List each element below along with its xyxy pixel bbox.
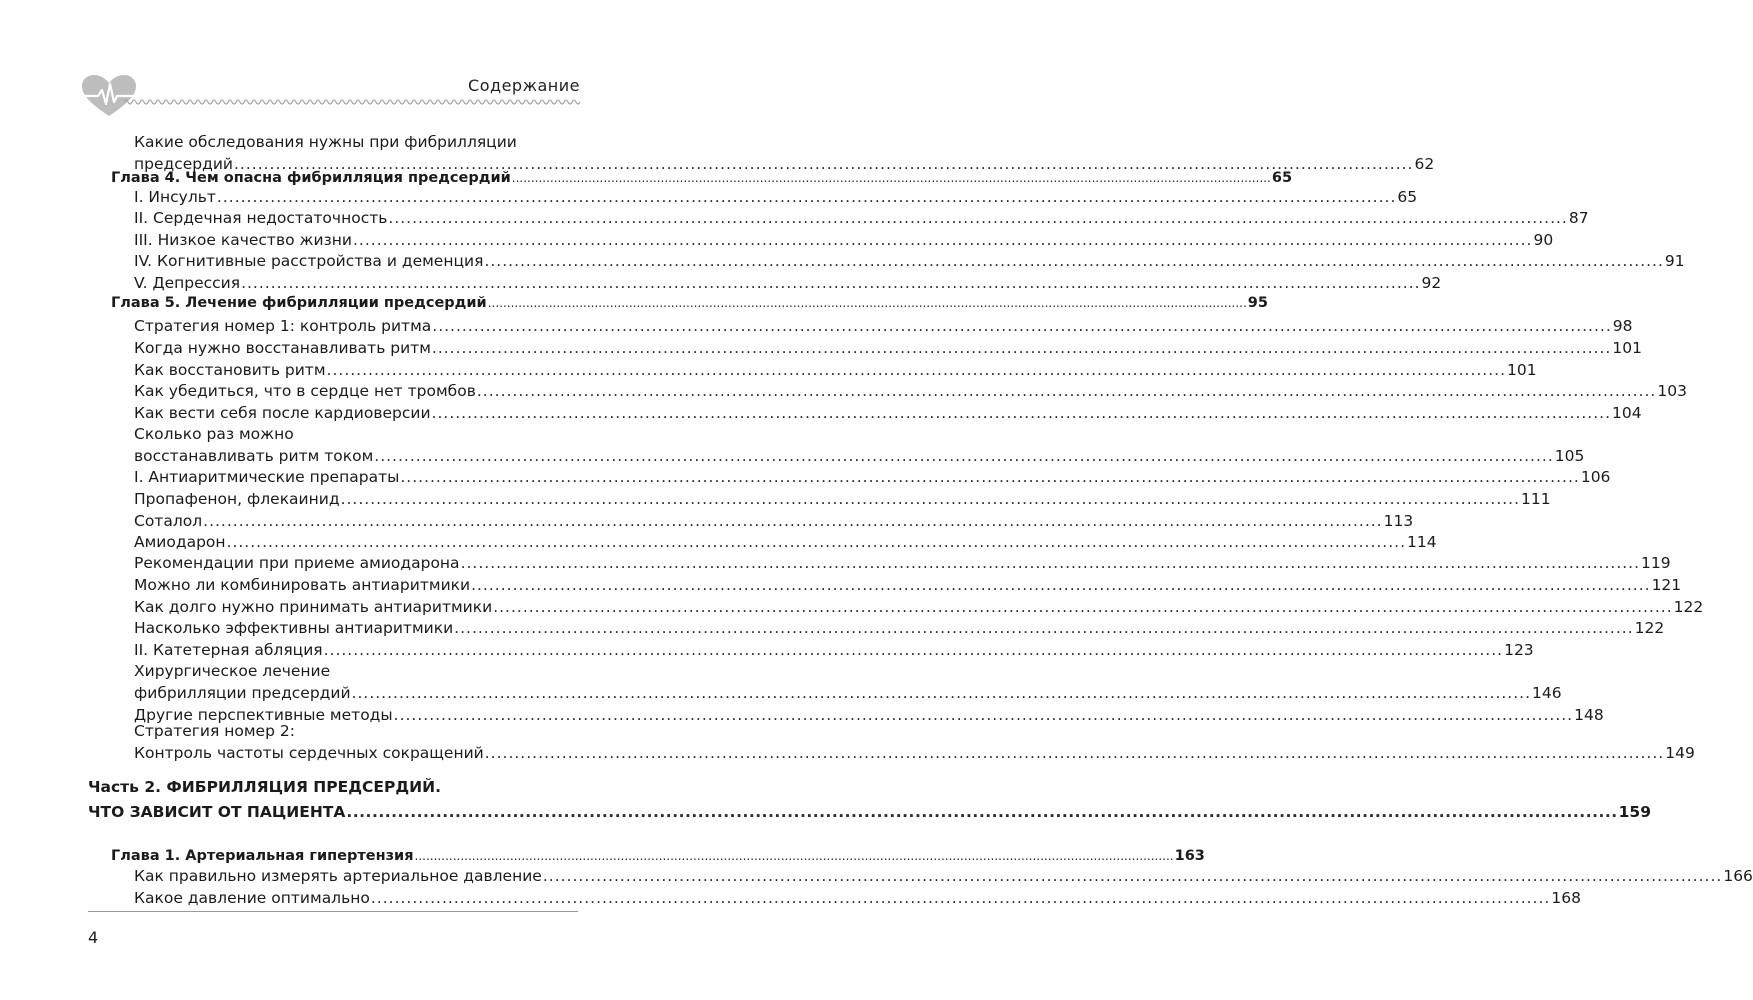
toc-entry-page-number: 65 — [1397, 188, 1418, 206]
toc-entry[interactable] — [134, 532, 1437, 552]
toc-entry-page-number: 159 — [1618, 803, 1651, 821]
toc-entry[interactable] — [134, 553, 1671, 573]
dot-leader: ....................................................................................................................................................................................................... — [241, 274, 1421, 292]
toc-entry[interactable] — [134, 381, 1687, 401]
toc-entry[interactable] — [134, 360, 1537, 380]
toc-entry[interactable] — [134, 467, 1611, 487]
wavy-header-rule — [124, 96, 580, 108]
toc-entry[interactable] — [134, 662, 1562, 703]
toc-entry-title: Другие перспективные методы — [134, 706, 393, 724]
toc-entry-page-number: 122 — [1673, 598, 1704, 616]
toc-entry-title: Амиодарон — [134, 533, 226, 551]
dot-leader: ....................................................................................................................................................................................................... — [400, 468, 1580, 486]
dot-leader: ....................................................................................................................................................................................................... — [203, 512, 1383, 530]
toc-entry-page-number: 148 — [1574, 706, 1604, 724]
toc-entry-title: Когда нужно восстанавливать ритм — [134, 339, 431, 357]
toc-entry-page-number: 95 — [1247, 295, 1268, 311]
toc-entry[interactable] — [111, 846, 1205, 866]
toc-entry-page-number: 98 — [1612, 317, 1633, 335]
toc-entry[interactable] — [134, 403, 1642, 423]
dot-leader: ....................................................................................................................................................................................................... — [493, 598, 1673, 616]
toc-entry[interactable] — [134, 489, 1551, 509]
toc-entry-title: предсердий — [134, 155, 233, 173]
dot-leader: ....................................................................................................................................................................................................... — [234, 155, 1414, 173]
toc-entry-first-line: Сколько раз можно — [134, 425, 294, 443]
toc-entry-title: I. Инсульт — [134, 188, 216, 206]
toc-entry-title: Стратегия номер 1: контроль ритма — [134, 317, 432, 335]
dot-leader: ....................................................................................................................................................................................................... — [511, 171, 1271, 185]
toc-entry[interactable] — [134, 425, 1585, 466]
toc-entry[interactable] — [134, 618, 1665, 638]
toc-entry-title: IV. Когнитивные расстройства и деменция — [134, 252, 484, 270]
dot-leader: ....................................................................................................................................................................................................... — [346, 803, 1618, 821]
toc-entry-title: Как вести себя после кардиоверсии — [134, 404, 431, 422]
toc-entry-title: Можно ли комбинировать антиаритмики — [134, 576, 471, 594]
toc-entry-page-number: 105 — [1554, 447, 1585, 465]
toc-entry[interactable] — [134, 888, 1581, 908]
toc-entry[interactable] — [134, 511, 1414, 531]
dot-leader: ....................................................................................................................................................................................................... — [374, 447, 1554, 465]
toc-entry[interactable] — [134, 230, 1554, 250]
toc-entry[interactable] — [134, 316, 1633, 336]
toc-entry-title: V. Депрессия — [134, 274, 241, 292]
footer-divider — [88, 911, 578, 912]
toc-entry-page-number: 92 — [1421, 274, 1442, 292]
toc-entry-first-line: Часть 2. ФИБРИЛЛЯЦИЯ ПРЕДСЕРДИЙ. — [88, 778, 441, 796]
toc-entry-page-number: 87 — [1568, 209, 1589, 227]
toc-entry-title: II. Сердечная недостаточность — [134, 209, 388, 227]
toc-entry-page-number: 104 — [1612, 404, 1642, 422]
dot-leader: ....................................................................................................................................................................................................... — [432, 317, 1612, 335]
dot-leader: ....................................................................................................................................................................................................... — [326, 361, 1507, 379]
toc-entry-title: Как убедиться, что в сердце нет тромбов — [134, 382, 476, 400]
toc-entry-page-number: 91 — [1664, 252, 1685, 270]
dot-leader: ....................................................................................................................................................................................................... — [351, 684, 1532, 702]
toc-entry-title: Насколько эффективны антиаритмики — [134, 619, 454, 637]
dot-leader: ....................................................................................................................................................................................................... — [414, 849, 1174, 863]
dot-leader: ....................................................................................................................................................................................................... — [431, 339, 1612, 357]
toc-entry[interactable] — [134, 251, 1685, 271]
dot-leader: ....................................................................................................................................................................................................... — [487, 296, 1247, 310]
dot-leader: ....................................................................................................................................................................................................... — [484, 744, 1665, 762]
toc-entry-page-number: 101 — [1507, 361, 1537, 379]
page-number: 4 — [88, 928, 99, 947]
toc-entry-title: ЧТО ЗАВИСИТ ОТ ПАЦИЕНТА — [88, 803, 346, 821]
toc-entry-page-number: 101 — [1612, 339, 1642, 357]
toc-entry[interactable] — [134, 273, 1442, 293]
toc-entry-title: Как правильно измерять артериальное давление — [134, 867, 542, 885]
toc-entry-title: I. Антиаритмические препараты — [134, 468, 400, 486]
toc-entry[interactable] — [88, 802, 1651, 822]
dot-leader: ....................................................................................................................................................................................................... — [216, 188, 1397, 206]
dot-leader: ....................................................................................................................................................................................................... — [352, 231, 1533, 249]
dot-leader: ....................................................................................................................................................................................................... — [484, 252, 1664, 270]
toc-entry-page-number: 114 — [1407, 533, 1437, 551]
dot-leader: ....................................................................................................................................................................................................... — [471, 576, 1651, 594]
toc-entry-page-number: 122 — [1634, 619, 1665, 637]
toc-entry-title: Как долго нужно принимать антиаритмики — [134, 598, 493, 616]
toc-entry[interactable] — [134, 575, 1682, 595]
toc-entry-page-number: 106 — [1580, 468, 1611, 486]
toc-entry-page-number: 166 — [1723, 867, 1753, 885]
toc-entry-page-number: 168 — [1551, 889, 1581, 907]
toc-entry-title: Контроль частоты сердечных сокращений — [134, 744, 484, 762]
dot-leader: ....................................................................................................................................................................................................... — [454, 619, 1634, 637]
toc-entry-title: фибрилляции предсердий — [134, 684, 351, 702]
toc-entry[interactable] — [134, 187, 1418, 207]
toc-entry-first-line: Стратегия номер 2: — [134, 722, 295, 740]
toc-entry-title: восстанавливать ритм током — [134, 447, 374, 465]
toc-entry-title: Глава 5. Лечение фибрилляции предсердий — [111, 295, 487, 311]
toc-entry-page-number: 65 — [1271, 170, 1293, 186]
toc-entry[interactable] — [134, 597, 1704, 617]
toc-entry-title: Рекомендации при приеме амиодарона — [134, 554, 460, 572]
toc-entry-title: Как восстановить ритм — [134, 361, 326, 379]
toc-entry[interactable] — [134, 722, 1695, 763]
toc-entry-page-number: 123 — [1504, 641, 1534, 659]
toc-entry-title: III. Низкое качество жизни — [134, 231, 352, 249]
dot-leader: ....................................................................................................................................................................................................... — [460, 554, 1641, 572]
dot-leader: ....................................................................................................................................................................................................... — [388, 209, 1568, 227]
toc-entry[interactable] — [134, 208, 1589, 228]
dot-leader: ....................................................................................................................................................................................................... — [476, 382, 1657, 400]
toc-entry-first-line: Хирургическое лечение — [134, 662, 331, 680]
toc-entry-page-number: 62 — [1414, 155, 1435, 173]
toc-entry[interactable] — [111, 293, 1268, 313]
toc-entry-page-number: 149 — [1665, 744, 1695, 762]
toc-entry[interactable] — [134, 338, 1642, 358]
page-header — [0, 0, 644, 120]
toc-entry[interactable] — [134, 866, 1753, 886]
toc-entry-page-number: 146 — [1532, 684, 1562, 702]
toc-entry-page-number: 121 — [1651, 576, 1682, 594]
toc-entry[interactable] — [134, 640, 1534, 660]
running-header-title: Содержание — [468, 76, 580, 95]
toc-entry-title: Какое давление оптимально — [134, 889, 370, 907]
toc-entry-page-number: 111 — [1521, 490, 1551, 508]
dot-leader: ....................................................................................................................................................................................................... — [370, 889, 1551, 907]
dot-leader: ....................................................................................................................................................................................................... — [226, 533, 1407, 551]
toc-entry[interactable] — [111, 168, 1293, 188]
toc-entry-first-line: Какие обследования нужны при фибрилляции — [134, 133, 517, 151]
toc-entry-page-number: 119 — [1641, 554, 1671, 572]
toc-entry-title: Соталол — [134, 512, 203, 530]
dot-leader: ....................................................................................................................................................................................................... — [542, 867, 1723, 885]
dot-leader: ....................................................................................................................................................................................................... — [431, 404, 1612, 422]
toc-entry-page-number: 90 — [1533, 231, 1554, 249]
toc-entry-title: Глава 4. Чем опасна фибрилляция предсердий — [111, 170, 511, 186]
dot-leader: ....................................................................................................................................................................................................... — [323, 641, 1504, 659]
toc-entry-page-number: 113 — [1383, 512, 1414, 530]
toc-entry-title: II. Катетерная абляция — [134, 641, 323, 659]
toc-entry-page-number: 163 — [1174, 848, 1205, 864]
toc-entry-title: Пропафенон, флекаинид — [134, 490, 340, 508]
dot-leader: ....................................................................................................................................................................................................... — [393, 706, 1574, 724]
toc-entry-title: Глава 1. Артериальная гипертензия — [111, 848, 414, 864]
toc-entry-page-number: 103 — [1657, 382, 1687, 400]
dot-leader: ....................................................................................................................................................................................................... — [340, 490, 1521, 508]
